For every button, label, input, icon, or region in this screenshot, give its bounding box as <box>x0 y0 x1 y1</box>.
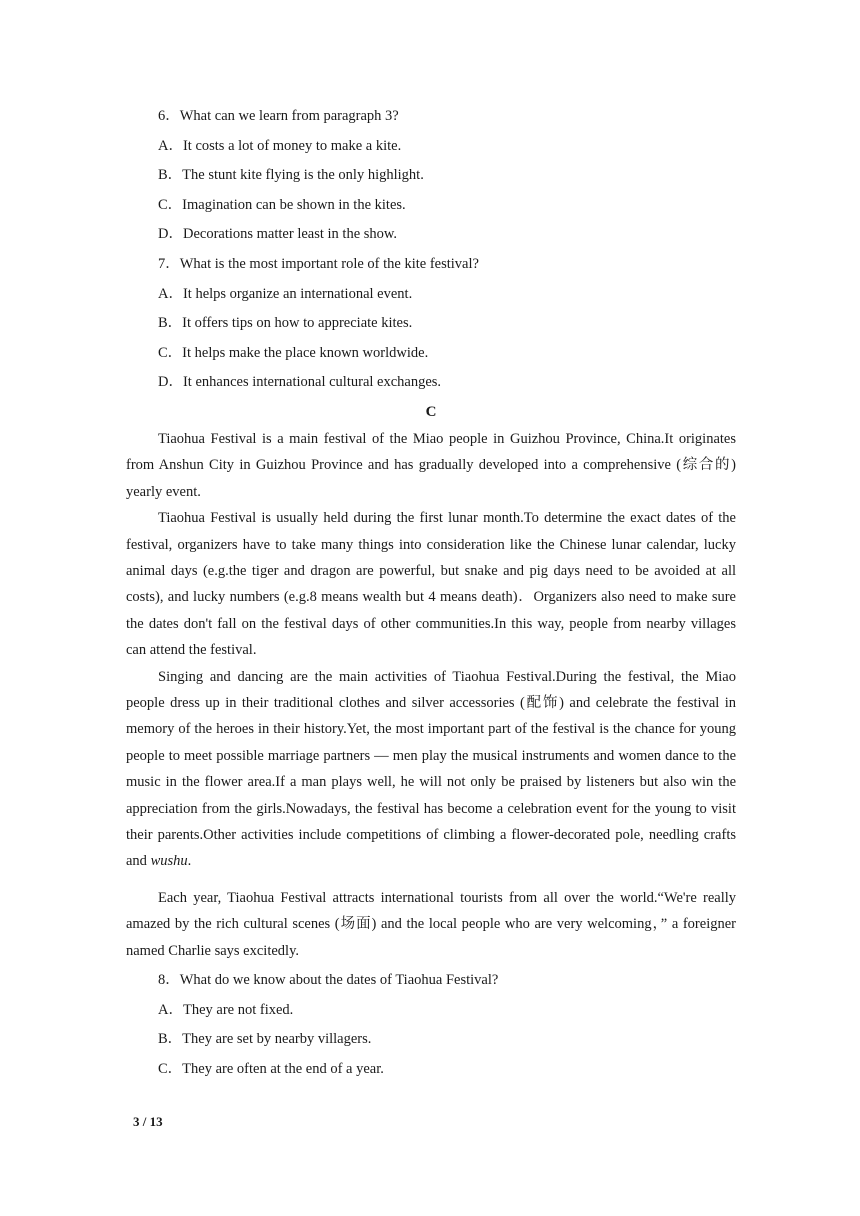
paragraph-3 <box>126 664 736 875</box>
question-6-option-d: D．Decorations matter least in the show. <box>158 226 398 243</box>
question-6-option-a: A．It costs a lot of money to make a kite. <box>158 137 402 154</box>
question-8-option-a: A．They are not fixed. <box>158 1001 294 1018</box>
paragraph-3-end: . <box>187 853 192 870</box>
question-8-option-b: B．They are set by nearby villagers. <box>158 1031 372 1048</box>
question-6-option-c: C．Imagination can be shown in the kites. <box>158 196 406 213</box>
question-6-option-b: B．The stunt kite flying is the only highlight. <box>158 167 424 184</box>
question-7-option-b: B．It offers tips on how to appreciate kites. <box>158 315 413 332</box>
paragraph-4: Each year, Tiaohua Festival attracts international tourists from all over the world.“We're really amazed by the rich cultural scenes (场面) and the local people who are very welcoming，” a foreigner named Charlie says excitedly. <box>126 889 736 959</box>
question-6: 6．What can we learn from paragraph 3? <box>158 108 399 124</box>
question-7-option-d: D．It enhances international cultural exchanges. <box>158 374 442 391</box>
paragraph-2: Tiaohua Festival is usually held during the first lunar month.To determine the exact dates of the festival, organizers have to take many things into consideration like the Chinese lunar calendar, lucky animal days (e.g.the tiger and dragon are powerful, but snake and pig days need to be avoided at all costs), and lucky numbers (e.g.8 means wealth but 4 means death)．Organizers also need to make sure the dates don't fall on the festival days of other communities.In this way, people from nearby villages can attend the festival. <box>126 510 736 659</box>
question-7: 7．What is the most important role of the kite festival? <box>158 255 479 272</box>
question-7-option-a: A．It helps organize an international event. <box>158 285 413 302</box>
page-number: 3 / 13 <box>133 1114 163 1129</box>
paragraph-1: Tiaohua Festival is a main festival of the Miao people in Guizhou Province, China.It originates from Anshun City in Guizhou Province and has gradually developed into a comprehensive (综合的) yearly event. <box>126 430 736 500</box>
paragraph-3-italic: wushu <box>150 853 188 870</box>
page-content <box>126 102 736 1084</box>
section-title: C <box>425 403 437 420</box>
question-8: 8．What do we know about the dates of Tiaohua Festival? <box>158 972 499 989</box>
question-8-option-c: C．They are often at the end of a year. <box>158 1060 384 1077</box>
question-7-option-c: C．It helps make the place known worldwide. <box>158 344 429 361</box>
paragraph-3-text: Singing and dancing are the main activities of Tiaohua Festival.During the festival, the Miao people dress up in their traditional clothes and silver accessories (配饰) and celebrate the festival in memory of the heroes in their history.Yet, the most important part of the festival is the chance for young people to meet possible marriage partners — men play the musical instruments and women dance to the music in the flower area.If a man plays well, he will not only be praised by listeners but also win the appreciation from the girls.Nowadays, the festival has become a celebration event for the young to visit their parents.Other activities include competitions of climbing a flower-decorated pole, needling crafts and <box>126 668 736 870</box>
